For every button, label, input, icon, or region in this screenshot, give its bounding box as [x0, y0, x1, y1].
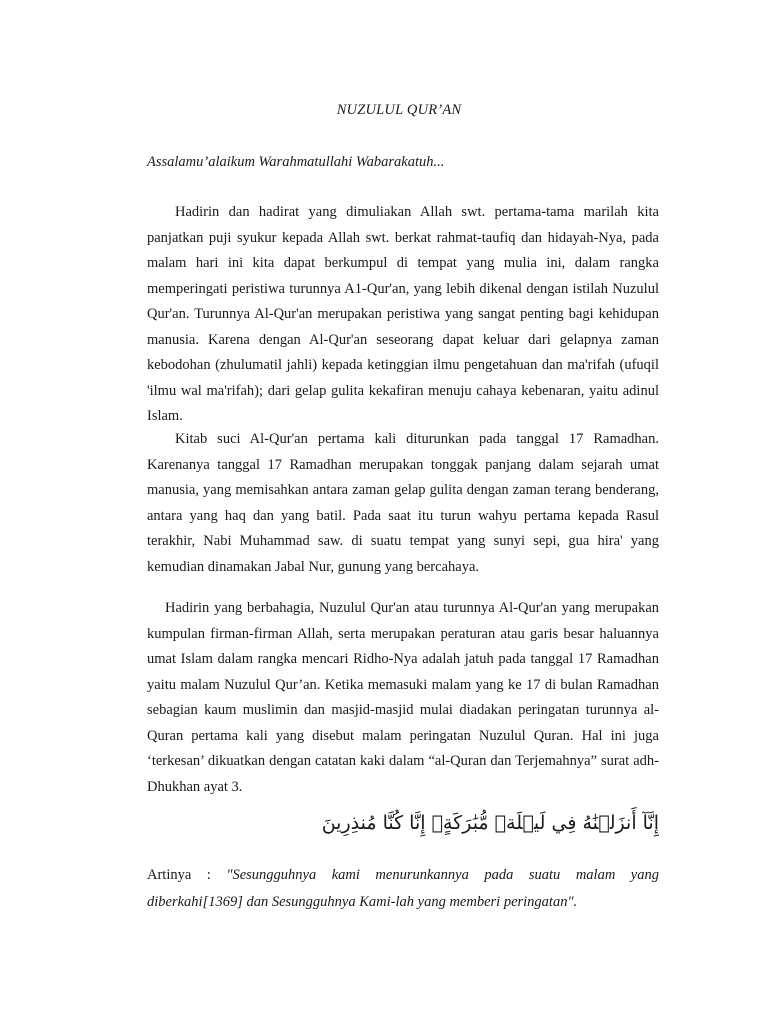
arabic-verse: إِنَّآ أَنزَلۡنَٰهُ فِي لَيۡلَةٖ مُّبَٰرَكَةٍۚ إِنَّا كُنَّا مُنذِرِينَ [321, 812, 659, 834]
paragraph-2: Kitab suci Al-Qur'an pertama kali diturunkan pada tanggal 17 Ramadhan. Karenanya tanggal 17 Ramadhan merupakan tonggak panjang dalam sejarah umat manusia, yang memisahkan antara zaman gelap gulita dengan zaman terang benderang, antara yang haq dan yang batil. Pada saat itu turun wahyu pertama kepada Rasul terakhir, Nabi Muhammad saw. di suatu tempat yang sunyi sepi, gua hira' yang kemudian dinamakan Jabal Nur, gunung yang bercahaya. [147, 431, 659, 575]
page-title: NUZULUL QUR’AN [336, 102, 462, 118]
translation-label: Artinya : [147, 867, 211, 883]
paragraph-3: Hadirin yang berbahagia, Nuzulul Qur'an atau turunnya Al-Qur'an yang merupakan kumpulan firman-firman Allah, serta merupakan peraturan atau garis besar haluannya umat Islam dalam rangka mencari Ridho-Nya adalah jatuh pada tanggal 17 Ramadhan yaitu malam Nuzulul Qur’an. Ketika memasuki malam yang ke 17 di bulan Ramadhan sebagian kaum muslimin dan masjid-masjid mulai diadakan peringatan turunnya al-Quran pertama kali yang disebut malam peringatan Nuzulul Quran. Hal ini juga ‘terkesan’ dikuatkan dengan catatan kaki dalam “al-Quran dan Terjemahnya” surat adh-Dhukhan ayat 3. [147, 600, 659, 795]
paragraph-1: Hadirin dan hadirat yang dimuliakan Allah swt. pertama-tama marilah kita panjatkan puji syukur kepada Allah swt. berkat rahmat-taufiq dan hidayah-Nya, pada malam hari ini kita dapat berkumpul di tempat yang mulia ini, dalam rangka memperingati peristiwa turunnya A1-Qur'an, yang lebih dikenal dengan istilah Nuzulul Qur'an. Turunnya Al-Qur'an merupakan peristiwa yang sangat penting bagi kehidupan manusia. Karena dengan Al-Qur'an seseorang dapat keluar dari gelapnya zaman kebodohan (zhulumatil jahli) kepada ketinggian ilmu pengetahuan dan ma'rifah (ufuqil 'ilmu wal ma'rifah); dari gelap gulita kekafiran menuju cahaya kebenaran, yaitu adinul Islam. [147, 204, 659, 424]
translation-text: "Sesungguhnya kami menurunkannya pada suatu malam yang diberkahi[1369] dan Sesungguhnya Kami-lah yang memberi peringatan". [147, 867, 659, 910]
translation [147, 862, 659, 916]
greeting: Assalamu’alaikum Warahmatullahi Wabarakatuh... [147, 154, 445, 170]
